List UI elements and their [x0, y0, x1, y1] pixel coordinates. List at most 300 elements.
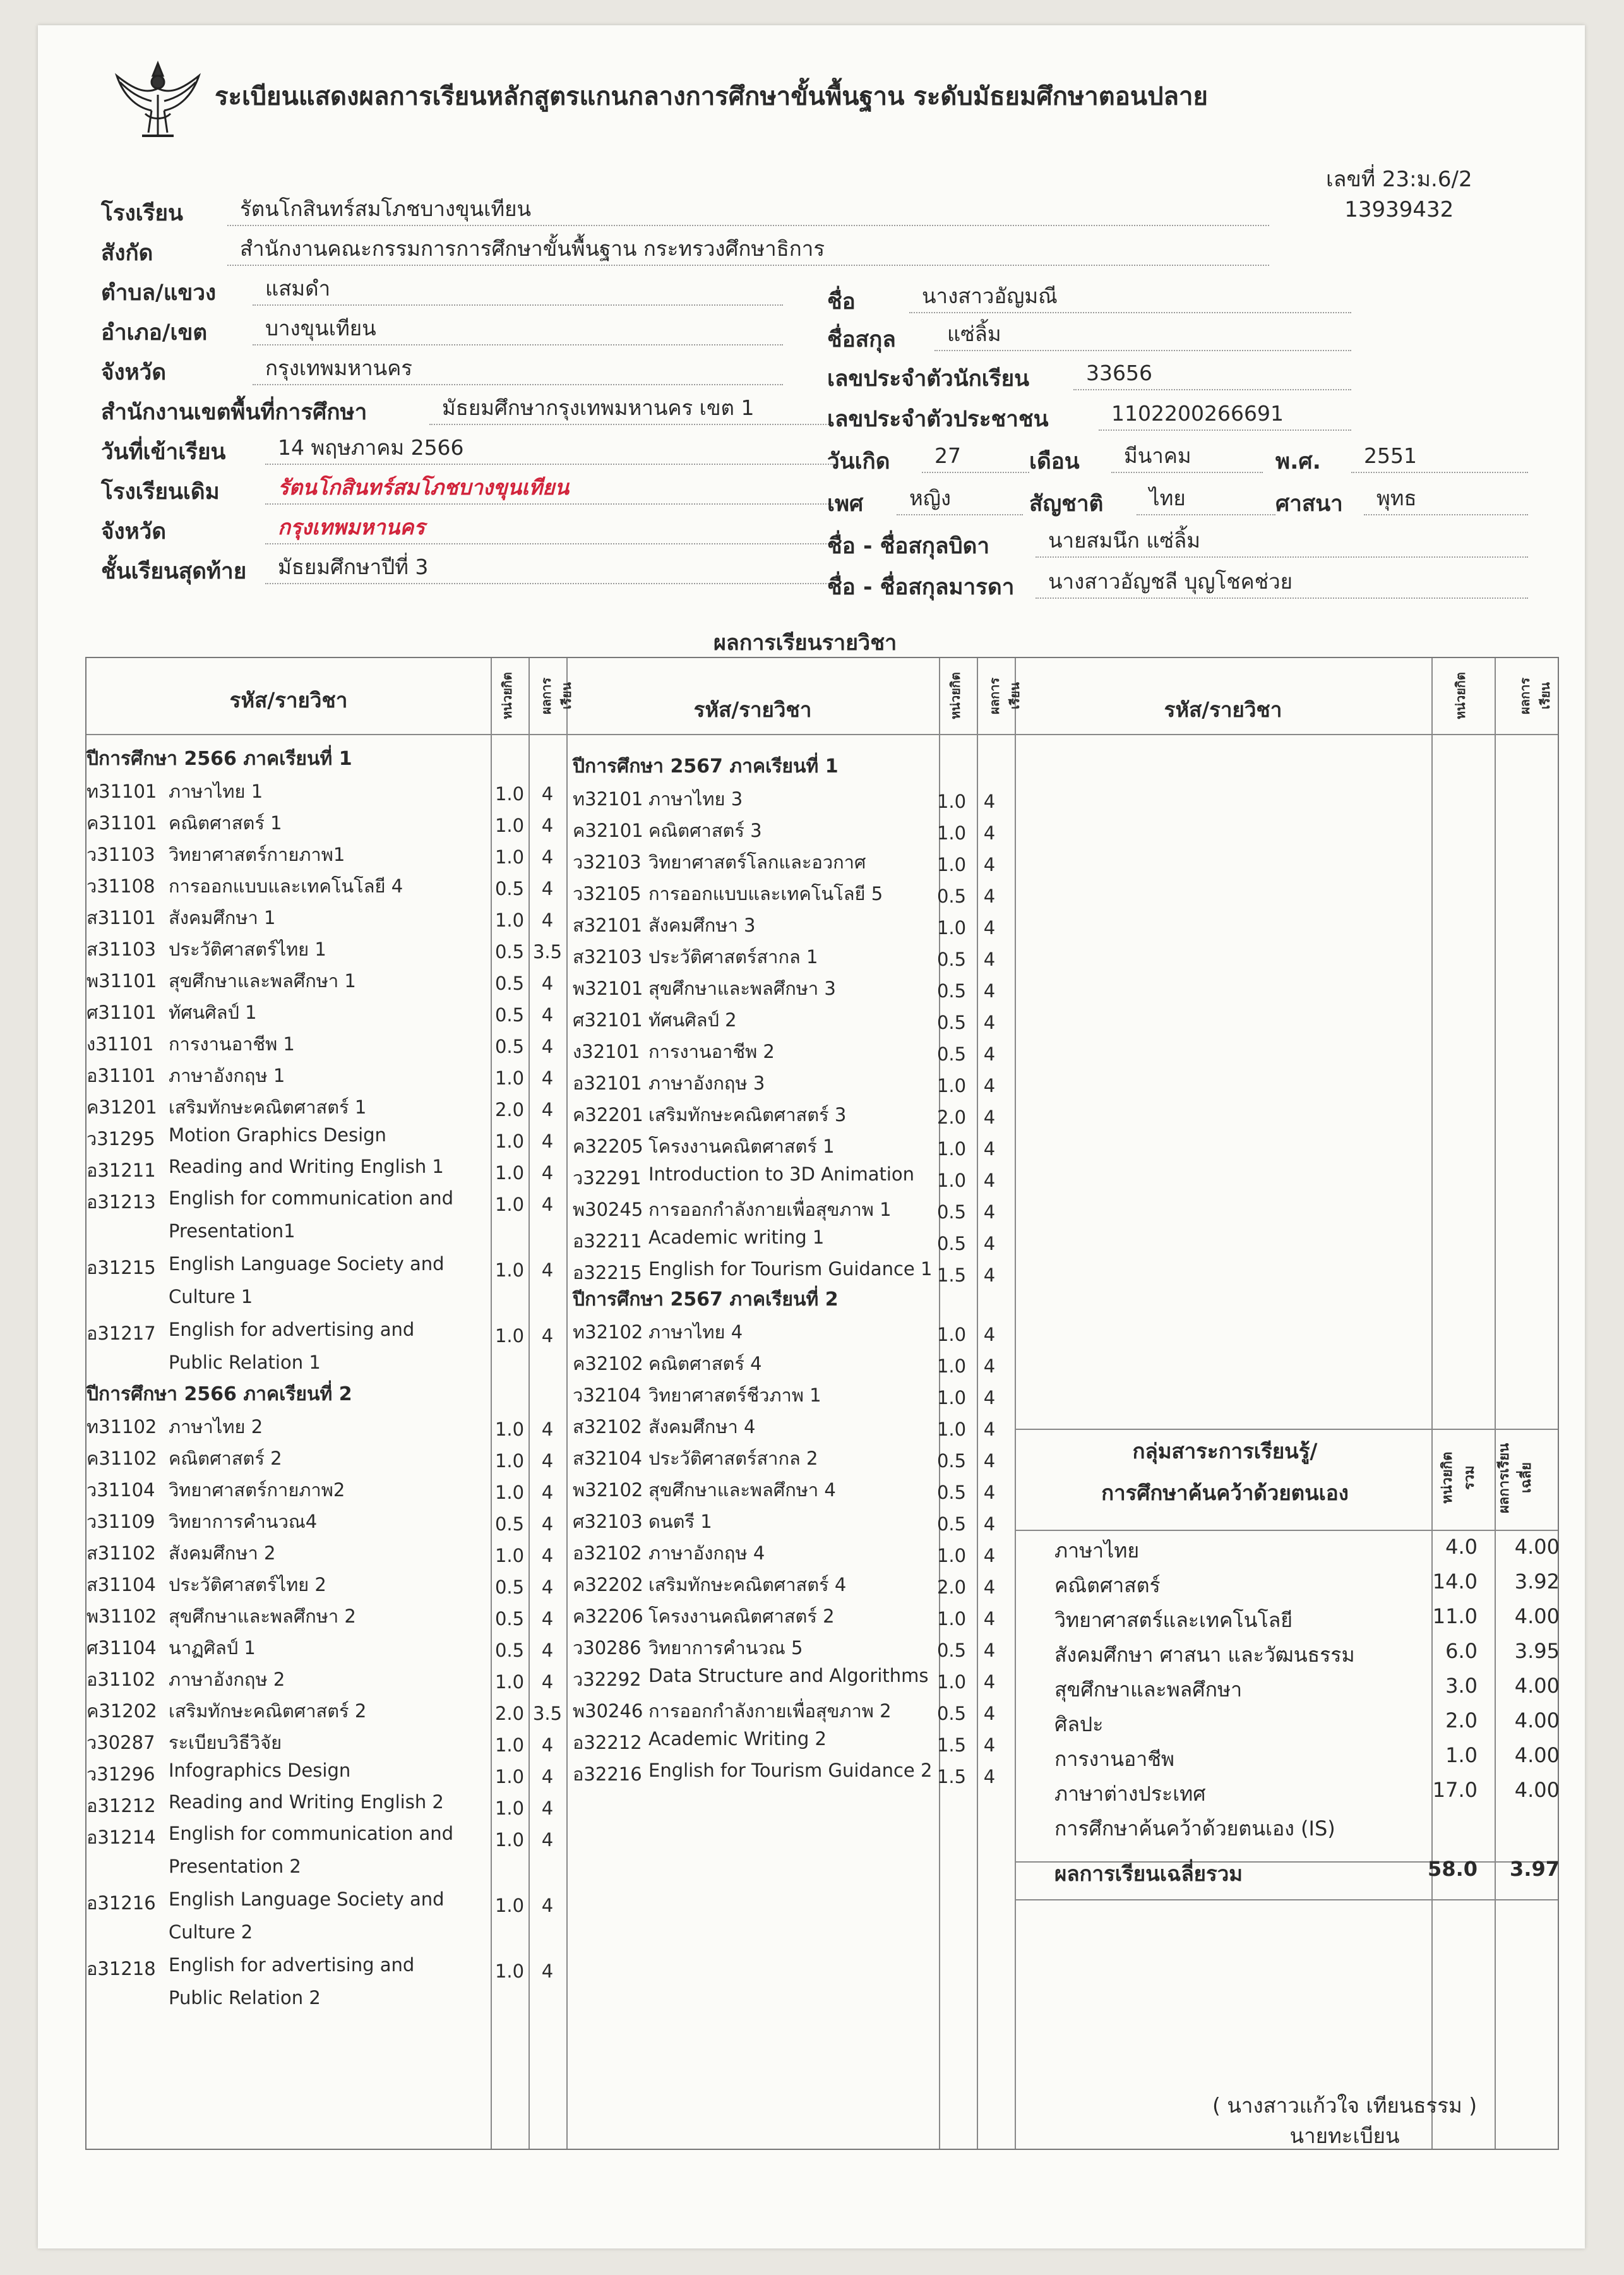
subject-code: ท31102: [87, 1416, 157, 1438]
birth-day-label: วันเกิด: [827, 449, 890, 474]
subject-credit: 1.0: [494, 783, 525, 805]
subject-credit: 1.0: [936, 1324, 967, 1345]
subject-grade: 3.5: [532, 1703, 563, 1724]
subject-code: อ31214: [87, 1827, 156, 1848]
subject-code: ส32104: [573, 1448, 642, 1469]
subject-grade: 4: [983, 1355, 996, 1377]
subject-row: [87, 994, 566, 1026]
subject-grade: 4: [983, 1482, 996, 1503]
subject-name: สังคมศึกษา 3: [648, 915, 756, 936]
subject-name: วิทยาศาสตร์กายภาพ1: [169, 844, 345, 865]
subject-row: [87, 1661, 566, 1693]
subject-row: [87, 1440, 566, 1472]
subject-code: ว31296: [87, 1763, 155, 1785]
subject-row: [87, 1598, 566, 1630]
subdistrict-label: ตำบล/แขวง: [101, 280, 217, 306]
subject-name: วิทยาการคำนวณ 5: [648, 1637, 803, 1659]
subject-row: [87, 1630, 566, 1661]
subject-name: สุขศึกษาและพลศึกษา 2: [169, 1606, 356, 1627]
subject-grade: 4: [983, 1043, 996, 1065]
subject-code: อ32101: [573, 1072, 642, 1094]
subject-code: ว32292: [573, 1669, 642, 1690]
subject-grade: 4: [541, 1960, 554, 1982]
subject-code: ศ31101: [87, 1002, 157, 1023]
subject-credit: 1.0: [494, 1766, 525, 1787]
subject-row: [573, 1033, 1015, 1065]
subject-credit: 1.0: [936, 854, 967, 875]
district-label: อำเภอ/เขต: [101, 320, 208, 345]
subject-name: ภาษาไทย 4: [648, 1321, 743, 1343]
subject-credit: 1.5: [936, 1264, 967, 1286]
subject-credit: 0.5: [936, 1201, 967, 1223]
summary-average: 4.00: [1514, 1674, 1560, 1698]
subject-row: [87, 1885, 566, 1950]
summary-average: 3.95: [1514, 1639, 1560, 1663]
subject-grade: 4: [983, 1201, 996, 1223]
subject-row: [87, 1535, 566, 1566]
subject-credit: 1.0: [936, 1075, 967, 1096]
subject-name: วิทยาศาสตร์กายภาพ2: [169, 1479, 345, 1501]
subject-code: ค32206: [573, 1606, 643, 1627]
subject-credit: 2.0: [494, 1099, 525, 1120]
affiliation-label: สังกัด: [101, 241, 153, 266]
subject-row: [87, 1315, 566, 1381]
results-heading: ผลการเรียนรายวิชา: [713, 630, 897, 656]
subject-row: [573, 1503, 1015, 1535]
subject-code: ค32201: [573, 1104, 643, 1125]
subject-code: ว32103: [573, 851, 642, 873]
subject-grade: 4: [541, 1194, 554, 1215]
subject-name: English for Tourism Guidance 2: [648, 1760, 933, 1781]
subject-row: [573, 1472, 1015, 1503]
subject-grade: 4: [541, 1734, 554, 1756]
subject-code: อ31211: [87, 1160, 156, 1181]
subject-code: อ31218: [87, 1958, 156, 1979]
subject-name: วิทยาศาสตร์โลกและอวกาศ: [648, 851, 866, 873]
previous-school-value: รัตนโกสินทร์สมโภชบางขุนเทียน: [265, 473, 833, 505]
subject-name: ภาษาอังกฤษ 3: [648, 1072, 765, 1094]
subject-name: คณิตศาสตร์ 1: [169, 812, 282, 834]
subject-credit: 1.0: [494, 1131, 525, 1152]
subject-code: ส31101: [87, 907, 156, 928]
subject-code: ส32101: [573, 915, 642, 936]
subject-grade: 4: [541, 909, 554, 931]
subject-credit: 1.0: [494, 1259, 525, 1281]
student-name-value: นางสาวอัญมณี: [909, 282, 1351, 313]
subject-row: [573, 907, 1015, 939]
subject-credit: 1.0: [494, 1798, 525, 1819]
summary-subject-group: สังคมศึกษา ศาสนา และวัฒนธรรม: [1054, 1643, 1355, 1667]
subject-grade: 4: [541, 1482, 554, 1503]
subject-credit: 1.0: [936, 1170, 967, 1191]
subject-credit: 1.0: [936, 917, 967, 939]
registrar-name: ( นางสาวแก้วใจ เทียนธรรม ): [1212, 2093, 1478, 2118]
subject-grade: 4: [541, 846, 554, 868]
subject-row: [87, 1057, 566, 1089]
summary-average: 4.00: [1514, 1778, 1560, 1802]
subject-code: พ32102: [573, 1479, 643, 1501]
summary-total-credit: 6.0: [1445, 1639, 1478, 1663]
subject-credit: 1.0: [936, 1608, 967, 1630]
subject-row: [573, 1377, 1015, 1408]
subject-grade: 4: [983, 1703, 996, 1724]
subject-code: ค31202: [87, 1700, 157, 1722]
subject-credit: 1.0: [494, 1450, 525, 1472]
father-value: นายสมนึก แซ่ลิ้ม: [1036, 526, 1528, 558]
subject-credit: 0.5: [494, 973, 525, 994]
subject-name: English Language Society and: [169, 1888, 445, 1910]
subject-row: [573, 939, 1015, 970]
summary-average: 4.00: [1514, 1743, 1560, 1767]
subject-row: [87, 1756, 566, 1787]
subject-credit: 0.5: [494, 1004, 525, 1026]
registrar-signature: [1212, 2091, 1477, 2151]
subject-grade: 4: [541, 815, 554, 836]
subject-name-cont: Culture 1: [169, 1286, 253, 1307]
subject-grade: 4: [983, 1264, 996, 1286]
subject-row: [573, 1566, 1015, 1598]
subject-credit: 1.0: [494, 846, 525, 868]
subject-grade: 4: [541, 1829, 554, 1851]
subject-name: Academic writing 1: [648, 1227, 825, 1248]
subject-name: ประวัติศาสตร์ไทย 1: [169, 939, 326, 960]
subject-code: พ31102: [87, 1606, 157, 1627]
subject-grade: 4: [541, 1766, 554, 1787]
subject-row: [87, 773, 566, 805]
doc-no: เลขที่ 23:ม.6/2: [1326, 167, 1472, 192]
subject-row: [573, 1598, 1015, 1630]
subject-name: สุขศึกษาและพลศึกษา 4: [648, 1479, 836, 1501]
school-label: โรงเรียน: [101, 201, 183, 226]
subject-code: ค32202: [573, 1574, 643, 1595]
subject-row: [87, 1184, 566, 1249]
subject-code: ส31102: [87, 1542, 156, 1564]
subject-row: [573, 1096, 1015, 1128]
summary-total-credit: 14.0: [1432, 1570, 1478, 1594]
subject-row: [87, 1819, 566, 1885]
subject-credit: 0.5: [494, 941, 525, 963]
subject-row: [573, 781, 1015, 812]
subject-name: ประวัติศาสตร์สากล 1: [648, 946, 818, 968]
subject-code: อ32216: [573, 1763, 642, 1785]
subject-name: สังคมศึกษา 4: [648, 1416, 756, 1438]
subject-row: [573, 1661, 1015, 1693]
subject-name: English Language Society and: [169, 1253, 445, 1275]
subject-row: [573, 875, 1015, 907]
subject-credit: 0.5: [936, 1012, 967, 1033]
subject-code: ว30286: [573, 1637, 642, 1659]
birth-day-value: 27: [922, 441, 1029, 473]
overall-average: 3.97: [1510, 1857, 1560, 1881]
subject-code: ง31101: [87, 1033, 154, 1055]
education-area-value: มัธยมศึกษากรุงเทพมหานคร เขต 1: [429, 393, 833, 425]
summary-average: 4.00: [1514, 1708, 1560, 1732]
subject-row: [573, 1693, 1015, 1724]
subject-credit: 1.0: [494, 1325, 525, 1347]
subject-grade: 4: [983, 1450, 996, 1472]
semester-column-2: [573, 753, 1015, 1787]
subject-name: English for advertising and: [169, 1319, 415, 1340]
subject-name: ประวัติศาสตร์ไทย 2: [169, 1574, 326, 1595]
subject-row: [573, 812, 1015, 844]
subject-code: ส32102: [573, 1416, 642, 1438]
subject-credit: 1.0: [494, 1671, 525, 1693]
subject-credit: 1.0: [494, 1482, 525, 1503]
subject-grade: 4: [541, 1099, 554, 1120]
subject-code: ศ32101: [573, 1009, 643, 1031]
subject-credit: 0.5: [494, 1576, 525, 1598]
subject-name: ทัศนศิลป์ 2: [648, 1009, 737, 1031]
subject-row: [573, 1002, 1015, 1033]
subject-grade: 4: [983, 1640, 996, 1661]
col2-subject-header: รหัส/รายวิชา: [693, 697, 812, 722]
summary-total-credit: 17.0: [1432, 1778, 1478, 1802]
subject-name: โครงงานคณิตศาสตร์ 2: [648, 1606, 835, 1627]
garuda-emblem-icon: [107, 51, 208, 145]
subject-credit: 2.0: [936, 1107, 967, 1128]
subject-credit: 0.5: [936, 1043, 967, 1065]
subject-code: ศ32103: [573, 1511, 643, 1532]
subject-grade: 4: [541, 973, 554, 994]
doc-serial: 13939432: [1344, 197, 1454, 222]
subject-code: ค32101: [573, 820, 643, 841]
subject-code: ส31103: [87, 939, 156, 960]
subject-name: English for communication and: [169, 1187, 454, 1209]
subject-code: ค32205: [573, 1136, 643, 1157]
birth-month-value: มีนาคม: [1111, 441, 1263, 473]
subject-code: ค32102: [573, 1353, 643, 1374]
subject-grade: 4: [983, 791, 996, 812]
summary-total-credit: 3.0: [1445, 1674, 1478, 1698]
religion-value: พุทธ: [1364, 484, 1528, 515]
results-table: [85, 657, 1559, 2150]
subject-credit: 1.0: [936, 1387, 967, 1408]
subject-code: ว31104: [87, 1479, 155, 1501]
subject-name: ภาษาอังกฤษ 4: [648, 1542, 765, 1564]
subject-code: ส32103: [573, 946, 642, 968]
subject-credit: 1.0: [494, 1829, 525, 1851]
subject-grade: 4: [541, 1259, 554, 1281]
previous-school-label: โรงเรียนเดิม: [101, 479, 220, 505]
last-grade-label: ชั้นเรียนสุดท้าย: [101, 559, 247, 584]
subject-credit: 1.0: [494, 1067, 525, 1089]
summary-credit-header: หน่วยกิตรวม: [1440, 1451, 1478, 1504]
subject-row: [573, 1345, 1015, 1377]
subject-code: อ31213: [87, 1191, 156, 1213]
subject-grade: 3.5: [532, 941, 563, 963]
subject-row: [87, 899, 566, 931]
subject-code: ส31104: [87, 1574, 156, 1595]
subject-grade: 4: [983, 1170, 996, 1191]
subject-name: การงานอาชีพ 1: [169, 1033, 295, 1055]
subject-credit: 2.0: [494, 1703, 525, 1724]
summary-subject-group: ภาษาต่างประเทศ: [1054, 1782, 1206, 1806]
subject-credit: 2.0: [936, 1576, 967, 1598]
subject-credit: 0.5: [936, 980, 967, 1002]
subject-grade: 4: [541, 1067, 554, 1089]
sex-label: เพศ: [827, 491, 864, 517]
subject-name: Motion Graphics Design: [169, 1124, 386, 1146]
province-label: จังหวัด: [101, 360, 167, 385]
subject-code: ง32101: [573, 1041, 640, 1062]
subject-code: อ31212: [87, 1795, 156, 1816]
subject-name: เสริมทักษะคณิตศาสตร์ 4: [648, 1574, 847, 1595]
subject-grade: 4: [983, 1576, 996, 1598]
subject-grade: 4: [983, 1513, 996, 1535]
col1-grade-header: ผลการเรียน: [539, 677, 574, 715]
summary-subject-group: วิทยาศาสตร์และเทคโนโลยี: [1054, 1608, 1293, 1632]
subject-row: [573, 970, 1015, 1002]
last-grade-value: มัธยมศึกษาปีที่ 3: [265, 553, 833, 584]
subject-grade: 4: [983, 1233, 996, 1254]
term-heading: ปีการศึกษา 2566 ภาคเรียนที่ 1: [87, 748, 352, 770]
subject-name: Reading and Writing English 1: [169, 1156, 444, 1177]
subject-credit: 1.0: [936, 1355, 967, 1377]
subject-name: English for communication and: [169, 1823, 454, 1844]
father-label: ชื่อ - ชื่อสกุลบิดา: [827, 534, 990, 559]
subject-name: ภาษาอังกฤษ 1: [169, 1065, 285, 1086]
subject-row: [87, 805, 566, 836]
subject-grade: 4: [541, 1671, 554, 1693]
affiliation-value: สำนักงานคณะกรรมการการศึกษาขั้นพื้นฐาน กระทรวงศึกษาธิการ: [227, 234, 1269, 266]
subject-code: พ31101: [87, 970, 157, 992]
subject-name: การออกกำลังกายเพื่อสุขภาพ 1: [648, 1199, 892, 1220]
subject-grade: 4: [983, 1608, 996, 1630]
term-heading: ปีการศึกษา 2567 ภาคเรียนที่ 2: [573, 1288, 839, 1311]
subject-name: สังคมศึกษา 1: [169, 907, 276, 928]
subject-grade: 4: [983, 1671, 996, 1693]
education-area-label: สำนักงานเขตพื้นที่การศึกษา: [101, 400, 367, 425]
registrar-title: นายทะเบียน: [1289, 2123, 1400, 2148]
subject-grade: 4: [983, 1138, 996, 1160]
subject-row: [87, 1503, 566, 1535]
subject-name: เสริมทักษะคณิตศาสตร์ 2: [169, 1700, 367, 1722]
subject-credit: 1.0: [936, 1545, 967, 1566]
subject-name: วิทยาการคำนวณ4: [169, 1511, 318, 1532]
subject-grade: 4: [983, 1387, 996, 1408]
document-title: ระเบียนแสดงผลการเรียนหลักสูตรแกนกลางการศึกษาขั้นพื้นฐาน ระดับมัธยมศึกษาตอนปลาย: [215, 82, 1208, 111]
subject-credit: 1.0: [494, 1162, 525, 1184]
subject-row: [87, 1724, 566, 1756]
subject-grade: 4: [983, 949, 996, 970]
subject-row: [87, 1120, 566, 1152]
subject-name: Data Structure and Algorithms: [648, 1665, 929, 1686]
subject-credit: 1.0: [936, 822, 967, 844]
subject-code: ค31102: [87, 1448, 157, 1469]
subject-credit: 0.5: [494, 1036, 525, 1057]
subject-row: [87, 1408, 566, 1440]
subject-credit: 0.5: [936, 1233, 967, 1254]
term-heading: ปีการศึกษา 2567 ภาคเรียนที่ 1: [573, 755, 839, 777]
col2-credit-header: หน่วยกิต: [948, 672, 963, 720]
overall-total-credit: 58.0: [1428, 1857, 1478, 1881]
summary-heading-line2: การศึกษาค้นคว้าด้วยตนเอง: [1101, 1480, 1349, 1505]
subject-row: [573, 1223, 1015, 1254]
subject-code: อ31102: [87, 1669, 156, 1690]
subject-code: อ32102: [573, 1542, 642, 1564]
subject-credit: 0.5: [494, 878, 525, 899]
subject-code: ว31295: [87, 1128, 155, 1150]
subject-name: ภาษาไทย 1: [169, 781, 263, 802]
subject-credit: 0.5: [936, 1482, 967, 1503]
term-heading: ปีการศึกษา 2566 ภาคเรียนที่ 2: [87, 1383, 352, 1405]
subject-code: ว32105: [573, 883, 642, 904]
subject-credit: 0.5: [936, 1450, 967, 1472]
summary-subject-group: คณิตศาสตร์: [1054, 1573, 1161, 1597]
overall-average-label: ผลการเรียนเฉลี่ยรวม: [1054, 1861, 1243, 1886]
summary-avg-header: ผลการเรียนเฉลี่ย: [1496, 1443, 1534, 1513]
subject-row: [87, 1693, 566, 1724]
summary-heading-line1: กลุ่มสาระการเรียนรู้/: [1132, 1439, 1318, 1463]
subject-row: [573, 1065, 1015, 1096]
summary-subject-group: การศึกษาค้นคว้าด้วยตนเอง (IS): [1054, 1816, 1335, 1840]
subject-code: ค31201: [87, 1096, 157, 1118]
subject-row: [87, 836, 566, 868]
summary-total-credit: 4.0: [1445, 1535, 1478, 1559]
subject-code: ศ31104: [87, 1637, 157, 1659]
subject-grade: 4: [983, 1419, 996, 1440]
subject-grade: 4: [541, 1162, 554, 1184]
subject-grade: 4: [983, 822, 996, 844]
subject-grade: 4: [541, 1450, 554, 1472]
subject-credit: 0.5: [494, 1513, 525, 1535]
subject-credit: 1.0: [494, 1960, 525, 1982]
subject-name-cont: Public Relation 2: [169, 1987, 321, 2008]
subject-credit: 1.0: [936, 1138, 967, 1160]
sex-value: หญิง: [897, 484, 1023, 515]
subject-grade: 4: [983, 1075, 996, 1096]
previous-province-label: จังหวัด: [101, 519, 167, 544]
subject-row: [87, 1566, 566, 1598]
subject-credit: 0.5: [936, 1513, 967, 1535]
subject-row: [87, 931, 566, 963]
col3-grade-header: ผลการเรียน: [1517, 677, 1553, 715]
birth-year-label: พ.ศ.: [1275, 449, 1321, 474]
summary-average: 4.00: [1514, 1604, 1560, 1628]
subject-code: ท32102: [573, 1321, 643, 1343]
subject-credit: 1.0: [494, 1419, 525, 1440]
subject-credit: 1.0: [494, 1734, 525, 1756]
subject-name: Reading and Writing English 2: [169, 1791, 444, 1813]
subject-row: [87, 868, 566, 899]
student-surname-value: แซ่ลิ้ม: [934, 320, 1351, 351]
subject-grade: 4: [541, 783, 554, 805]
subject-grade: 4: [541, 1640, 554, 1661]
subject-credit: 0.5: [494, 1640, 525, 1661]
subject-name: นาฏศิลป์ 1: [169, 1637, 256, 1659]
subject-code: พ32101: [573, 978, 643, 999]
subject-name: English for advertising and: [169, 1954, 415, 1976]
subject-grade: 4: [983, 1324, 996, 1345]
subject-row: [573, 1535, 1015, 1566]
col3-subject-header: รหัส/รายวิชา: [1164, 697, 1282, 722]
summary-heading: [1017, 1431, 1433, 1514]
subject-credit: 0.5: [494, 1608, 525, 1630]
col2-grade-header: ผลการเรียน: [987, 677, 1022, 715]
subject-row: [573, 1314, 1015, 1345]
document-number: [1326, 164, 1472, 225]
subject-name: English for Tourism Guidance 1: [648, 1258, 933, 1280]
subject-row: [573, 1191, 1015, 1223]
subject-grade: 4: [541, 1004, 554, 1026]
subject-row: [87, 1950, 566, 2016]
semester-column-1: [87, 745, 566, 2016]
school-value: รัตนโกสินทร์สมโภชบางขุนเทียน: [227, 195, 1269, 226]
nationality-label: สัญชาติ: [1029, 491, 1104, 517]
previous-province-value: กรุงเทพมหานคร: [265, 513, 833, 544]
subject-grade: 4: [983, 1012, 996, 1033]
subject-name: การออกแบบและเทคโนโลยี 4: [169, 875, 403, 897]
